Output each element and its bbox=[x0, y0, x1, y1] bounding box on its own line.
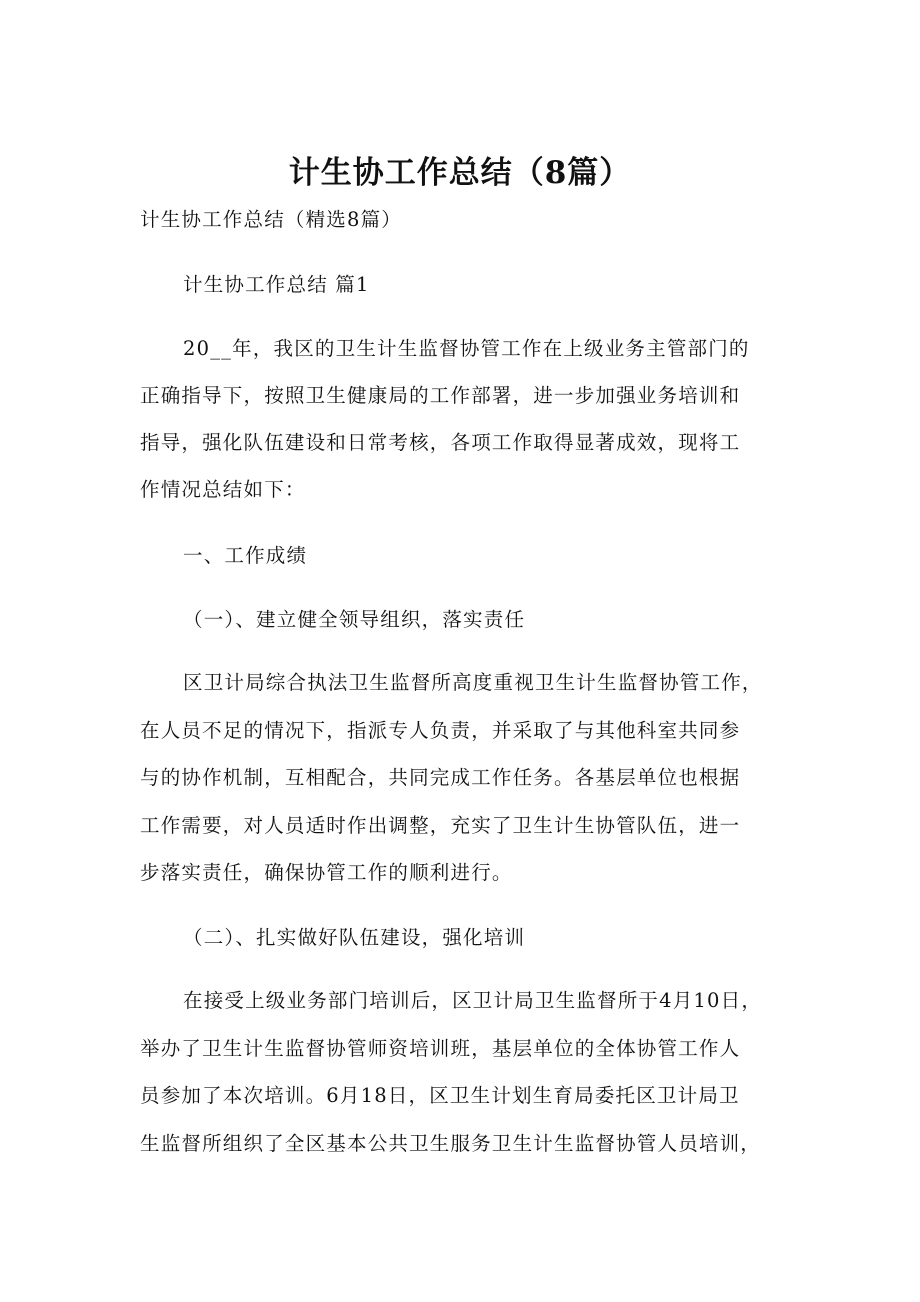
document-subtitle: 计生协工作总结（精选8篇） bbox=[140, 208, 403, 231]
document-title: 计生协工作总结（8篇） bbox=[288, 155, 632, 191]
paragraph-line: 员参加了本次培训。6月18日，区卫生计划生育局委托区卫计局卫 bbox=[140, 1084, 740, 1107]
paragraph-line: 与的协作机制，互相配合，共同完成工作任务。各基层单位也根据 bbox=[140, 766, 741, 789]
paragraph-line: 指导，强化队伍建设和日常考核，各项工作取得显著成效，现将工 bbox=[140, 431, 741, 454]
paragraph-line: 工作需要，对人员适时作出调整，充实了卫生计生协管队伍，进一 bbox=[140, 814, 741, 837]
paragraph-line: 举办了卫生计生监督协管师资培训班，基层单位的全体协管工作人 bbox=[140, 1037, 741, 1060]
paragraph-line: 在接受上级业务部门培训后，区卫计局卫生监督所于4月10日， bbox=[183, 989, 763, 1012]
paragraph-line: 正确指导下，按照卫生健康局的工作部署，进一步加强业务培训和 bbox=[140, 384, 741, 407]
heading-level-2: （一）、建立健全领导组织，落实责任 bbox=[183, 608, 526, 631]
heading-level-1: 一、工作成绩 bbox=[183, 544, 308, 567]
paragraph-line: 步落实责任，确保协管工作的顺利进行。 bbox=[140, 861, 513, 884]
paragraph-line: 作情况总结如下： bbox=[140, 478, 306, 501]
paragraph-line: 区卫计局综合执法卫生监督所高度重视卫生计生监督协管工作， bbox=[183, 671, 763, 694]
paragraph-line: 在人员不足的情况下，指派专人负责，并采取了与其他科室共同参 bbox=[140, 719, 741, 742]
heading-level-2: （二）、扎实做好队伍建设，强化培训 bbox=[183, 926, 526, 949]
paragraph-line: 20__年，我区的卫生计生监督协管工作在上级业务主管部门的 bbox=[183, 337, 750, 360]
paragraph-line: 生监督所组织了全区基本公共卫生服务卫生计生监督协管人员培训， bbox=[140, 1132, 762, 1155]
section-heading: 计生协工作总结 篇1 bbox=[183, 273, 370, 296]
